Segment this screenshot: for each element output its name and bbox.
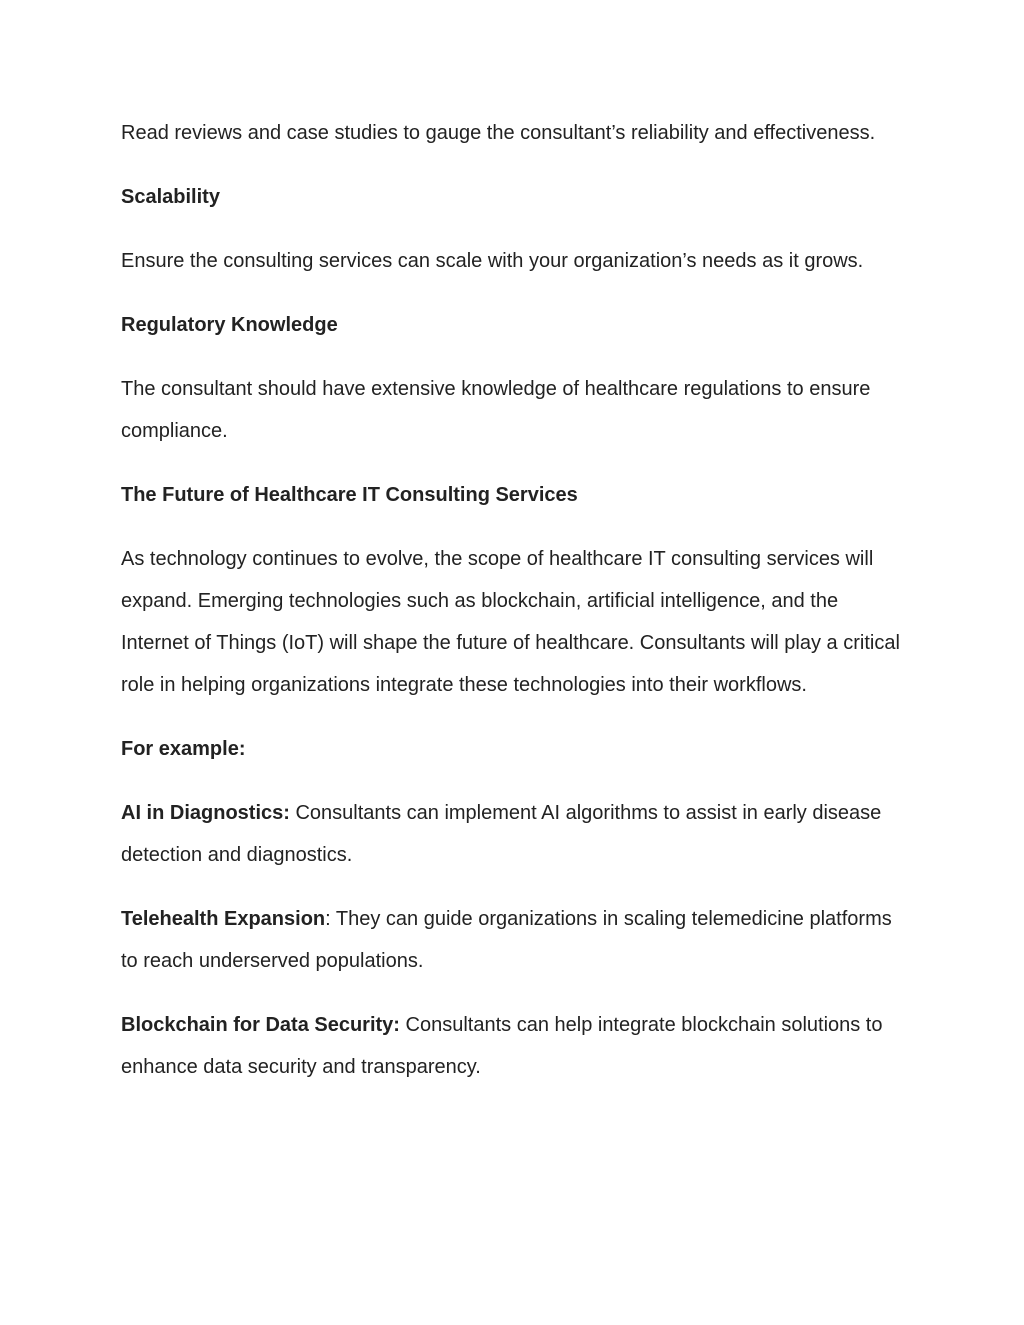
heading-future: The Future of Healthcare IT Consulting Services — [121, 484, 578, 506]
heading-for-example: For example: — [121, 738, 246, 760]
paragraph-reviews: Read reviews and case studies to gauge the consultant’s reliability and effectiveness. — [121, 122, 876, 144]
example-term: AI in Diagnostics: — [121, 802, 290, 824]
paragraph-scalability: Ensure the consulting services can scale with your organization’s needs as it grows. — [121, 250, 864, 272]
example-text: : They can guide organizations in scaling telemedicine platforms to reach underserved populations. — [121, 908, 892, 972]
example-blockchain — [121, 1004, 911, 1088]
example-telehealth — [121, 898, 911, 982]
paragraph-regulatory-knowledge: The consultant should have extensive knowledge of healthcare regulations to ensure compliance. — [121, 378, 871, 442]
heading-scalability: Scalability — [121, 186, 220, 208]
heading-regulatory-knowledge: Regulatory Knowledge — [121, 314, 338, 336]
example-term: Blockchain for Data Security: — [121, 1014, 400, 1036]
example-ai-diagnostics — [121, 792, 911, 876]
paragraph-future: As technology continues to evolve, the scope of healthcare IT consulting services will expand. Emerging technologies such as blockchain, artificial intelligence, and the Internet of Things (IoT) will shape the future of healthcare. Consultants will play a critical role in helping organizations integrate these technologies into their workflows. — [121, 548, 900, 696]
example-text: Consultants can implement AI algorithms to assist in early disease detection and diagnostics. — [121, 802, 882, 866]
document-page — [121, 112, 911, 1088]
example-text: Consultants can help integrate blockchain solutions to enhance data security and transparency. — [121, 1014, 883, 1078]
example-term: Telehealth Expansion — [121, 908, 326, 930]
